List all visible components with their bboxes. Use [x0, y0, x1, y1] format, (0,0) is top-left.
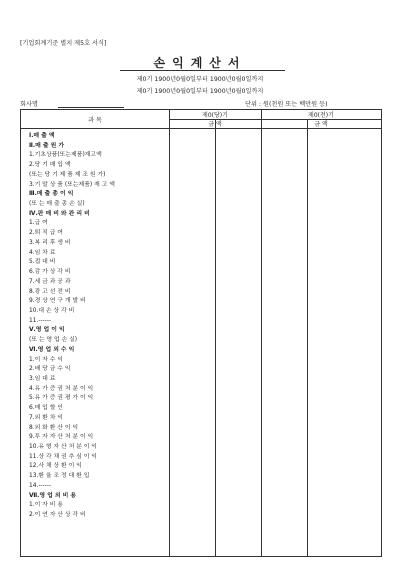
account-item: 7.세 금 과 공 과 [29, 278, 71, 285]
account-item: (또는 당 기 제 품 제 조 원 가) [29, 171, 106, 178]
previous-amount-header: 금 액 [314, 121, 328, 128]
account-item: 2.배 당 금 수 익 [29, 366, 71, 373]
account-item: 2.이 연 자 산 상 각 비 [29, 512, 86, 519]
account-item: Ⅲ.매 출 총 이 익 [29, 191, 74, 198]
account-item: Ⅳ.판 매 비 와 관 리 비 [29, 210, 90, 217]
column-divider [261, 110, 262, 556]
account-item: 8.광 고 선 전 비 [29, 288, 71, 295]
column-divider [215, 119, 216, 556]
account-item: 13.환 율 조 정 대 환 입 [29, 473, 90, 480]
current-period-header: 제0(당)기 [202, 112, 228, 119]
account-item: Ⅱ.매 출 원 가 [29, 142, 65, 149]
previous-period-header: 제0(전)기 [308, 112, 334, 119]
current-period-range: 제0기 1900년0월0일부터 1900년0월0일까지 [136, 76, 264, 83]
account-item: 2.당 기 매 입 액 [29, 162, 71, 169]
account-item: Ⅴ.영 업 이 익 [29, 327, 65, 334]
income-statement-table [20, 109, 382, 557]
account-item: 10.유 형 자 산 처 분 이 익 [29, 444, 97, 451]
account-item: 3.임 대 료 [29, 376, 56, 382]
previous-period-range: 제0기 1900년0월0일부터 1900년0월0일까지 [136, 88, 264, 95]
account-item: 2.퇴 직 급 여 [29, 230, 63, 237]
account-item: 4.임 차 료 [29, 249, 56, 256]
account-item: 7.외 환 차 익 [29, 414, 63, 421]
account-item: (또 는 영 업 손 실) [29, 337, 78, 344]
company-label: 회사명 [20, 101, 38, 108]
account-item: 1.급 여 [29, 220, 48, 227]
account-column-header: 과 목 [88, 117, 102, 124]
account-item: 5.유 가 증 권 평 가 이 익 [29, 395, 94, 402]
account-item: 11.------ [29, 317, 52, 324]
company-name-field[interactable] [58, 107, 124, 108]
column-divider [307, 119, 308, 556]
account-item: 6.매 입 할 인 [29, 405, 63, 412]
header-bottom-line [21, 128, 381, 129]
account-item: 5.접 대 비 [29, 259, 56, 266]
current-amount-header: 금 액 [208, 121, 222, 128]
account-item: (또 는 매 출 총 손 실) [29, 201, 85, 208]
document-title: 손익계산서 [153, 56, 247, 70]
account-item: 3.기 말 상 품 (또는제품) 재 고 액 [29, 181, 115, 188]
account-item: 1.기초상품(또는제품)재고액 [29, 152, 102, 159]
account-item: 4.유 가 증 권 처 분 이 익 [29, 385, 94, 392]
title-underline [120, 70, 285, 71]
account-item: Ⅶ.영 업 외 비 용 [29, 492, 77, 499]
account-item: 12.사 채 상 환 이 익 [29, 463, 82, 470]
account-item: 10.대 손 상 각 비 [29, 307, 75, 314]
account-item: 9.경 상 연 구 개 발 비 [29, 298, 86, 305]
account-item: 9.투 자 자 산 처 분 이 익 [29, 434, 94, 441]
account-item: Ⅰ.매 출 액 [29, 133, 55, 139]
account-item: Ⅵ.영 업 외 수 익 [29, 346, 75, 353]
account-item: 14.------ [29, 482, 52, 489]
account-item: 1.이 자 비 용 [29, 502, 63, 509]
account-item: 11.상 각 채 권 추 심 이 익 [29, 453, 97, 460]
form-reference: [기업회계기준 별지 제5호 서식] [20, 40, 107, 47]
unit-label: 단위 : 원(천원 또는 백만원 등) [245, 101, 328, 108]
account-item: 1.이 자 수 익 [29, 356, 63, 363]
account-item: 3.복 리 후 생 비 [29, 239, 71, 246]
account-item: 8.외 화 환 산 이 익 [29, 424, 79, 431]
account-item: 6.감 가 상 각 비 [29, 269, 71, 276]
